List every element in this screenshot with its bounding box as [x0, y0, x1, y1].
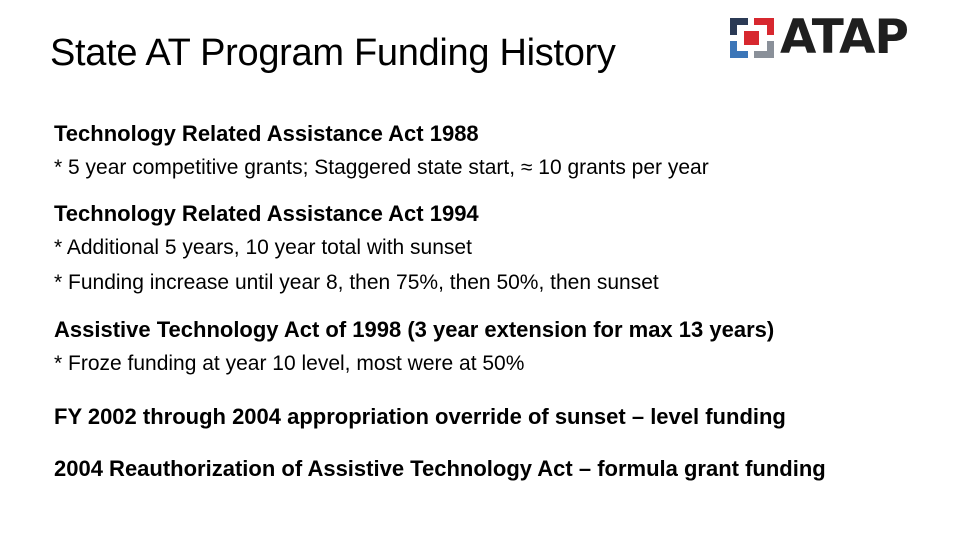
- section-heading: Technology Related Assistance Act 1994: [54, 201, 479, 226]
- section-heading: FY 2002 through 2004 appropriation override of sunset – level funding: [54, 404, 786, 429]
- section-1994-act: [54, 198, 934, 300]
- slide-title: State AT Program Funding History: [50, 32, 616, 74]
- section-bullet: * Additional 5 years, 10 year total with sunset: [54, 236, 472, 259]
- atap-logo: [730, 10, 940, 65]
- section-bullet: * Froze funding at year 10 level, most were at 50%: [54, 352, 525, 375]
- section-1998-act: [54, 314, 934, 381]
- section-1988-act: [54, 118, 934, 185]
- funding-history-list: [54, 118, 934, 485]
- section-fy2002-2004: [54, 401, 934, 433]
- section-bullet: * Funding increase until year 8, then 75%, then 50%, then sunset: [54, 271, 659, 294]
- section-bullet: * 5 year competitive grants; Staggered state start, ≈ 10 grants per year: [54, 156, 709, 179]
- atap-squares-icon: [730, 18, 774, 58]
- section-2004-reauthorization: [54, 453, 934, 485]
- section-heading: Technology Related Assistance Act 1988: [54, 121, 479, 146]
- section-heading: 2004 Reauthorization of Assistive Technology Act – formula grant funding: [54, 456, 826, 481]
- logo-text: ATAP: [780, 10, 908, 65]
- section-heading: Assistive Technology Act of 1998 (3 year extension for max 13 years): [54, 317, 775, 342]
